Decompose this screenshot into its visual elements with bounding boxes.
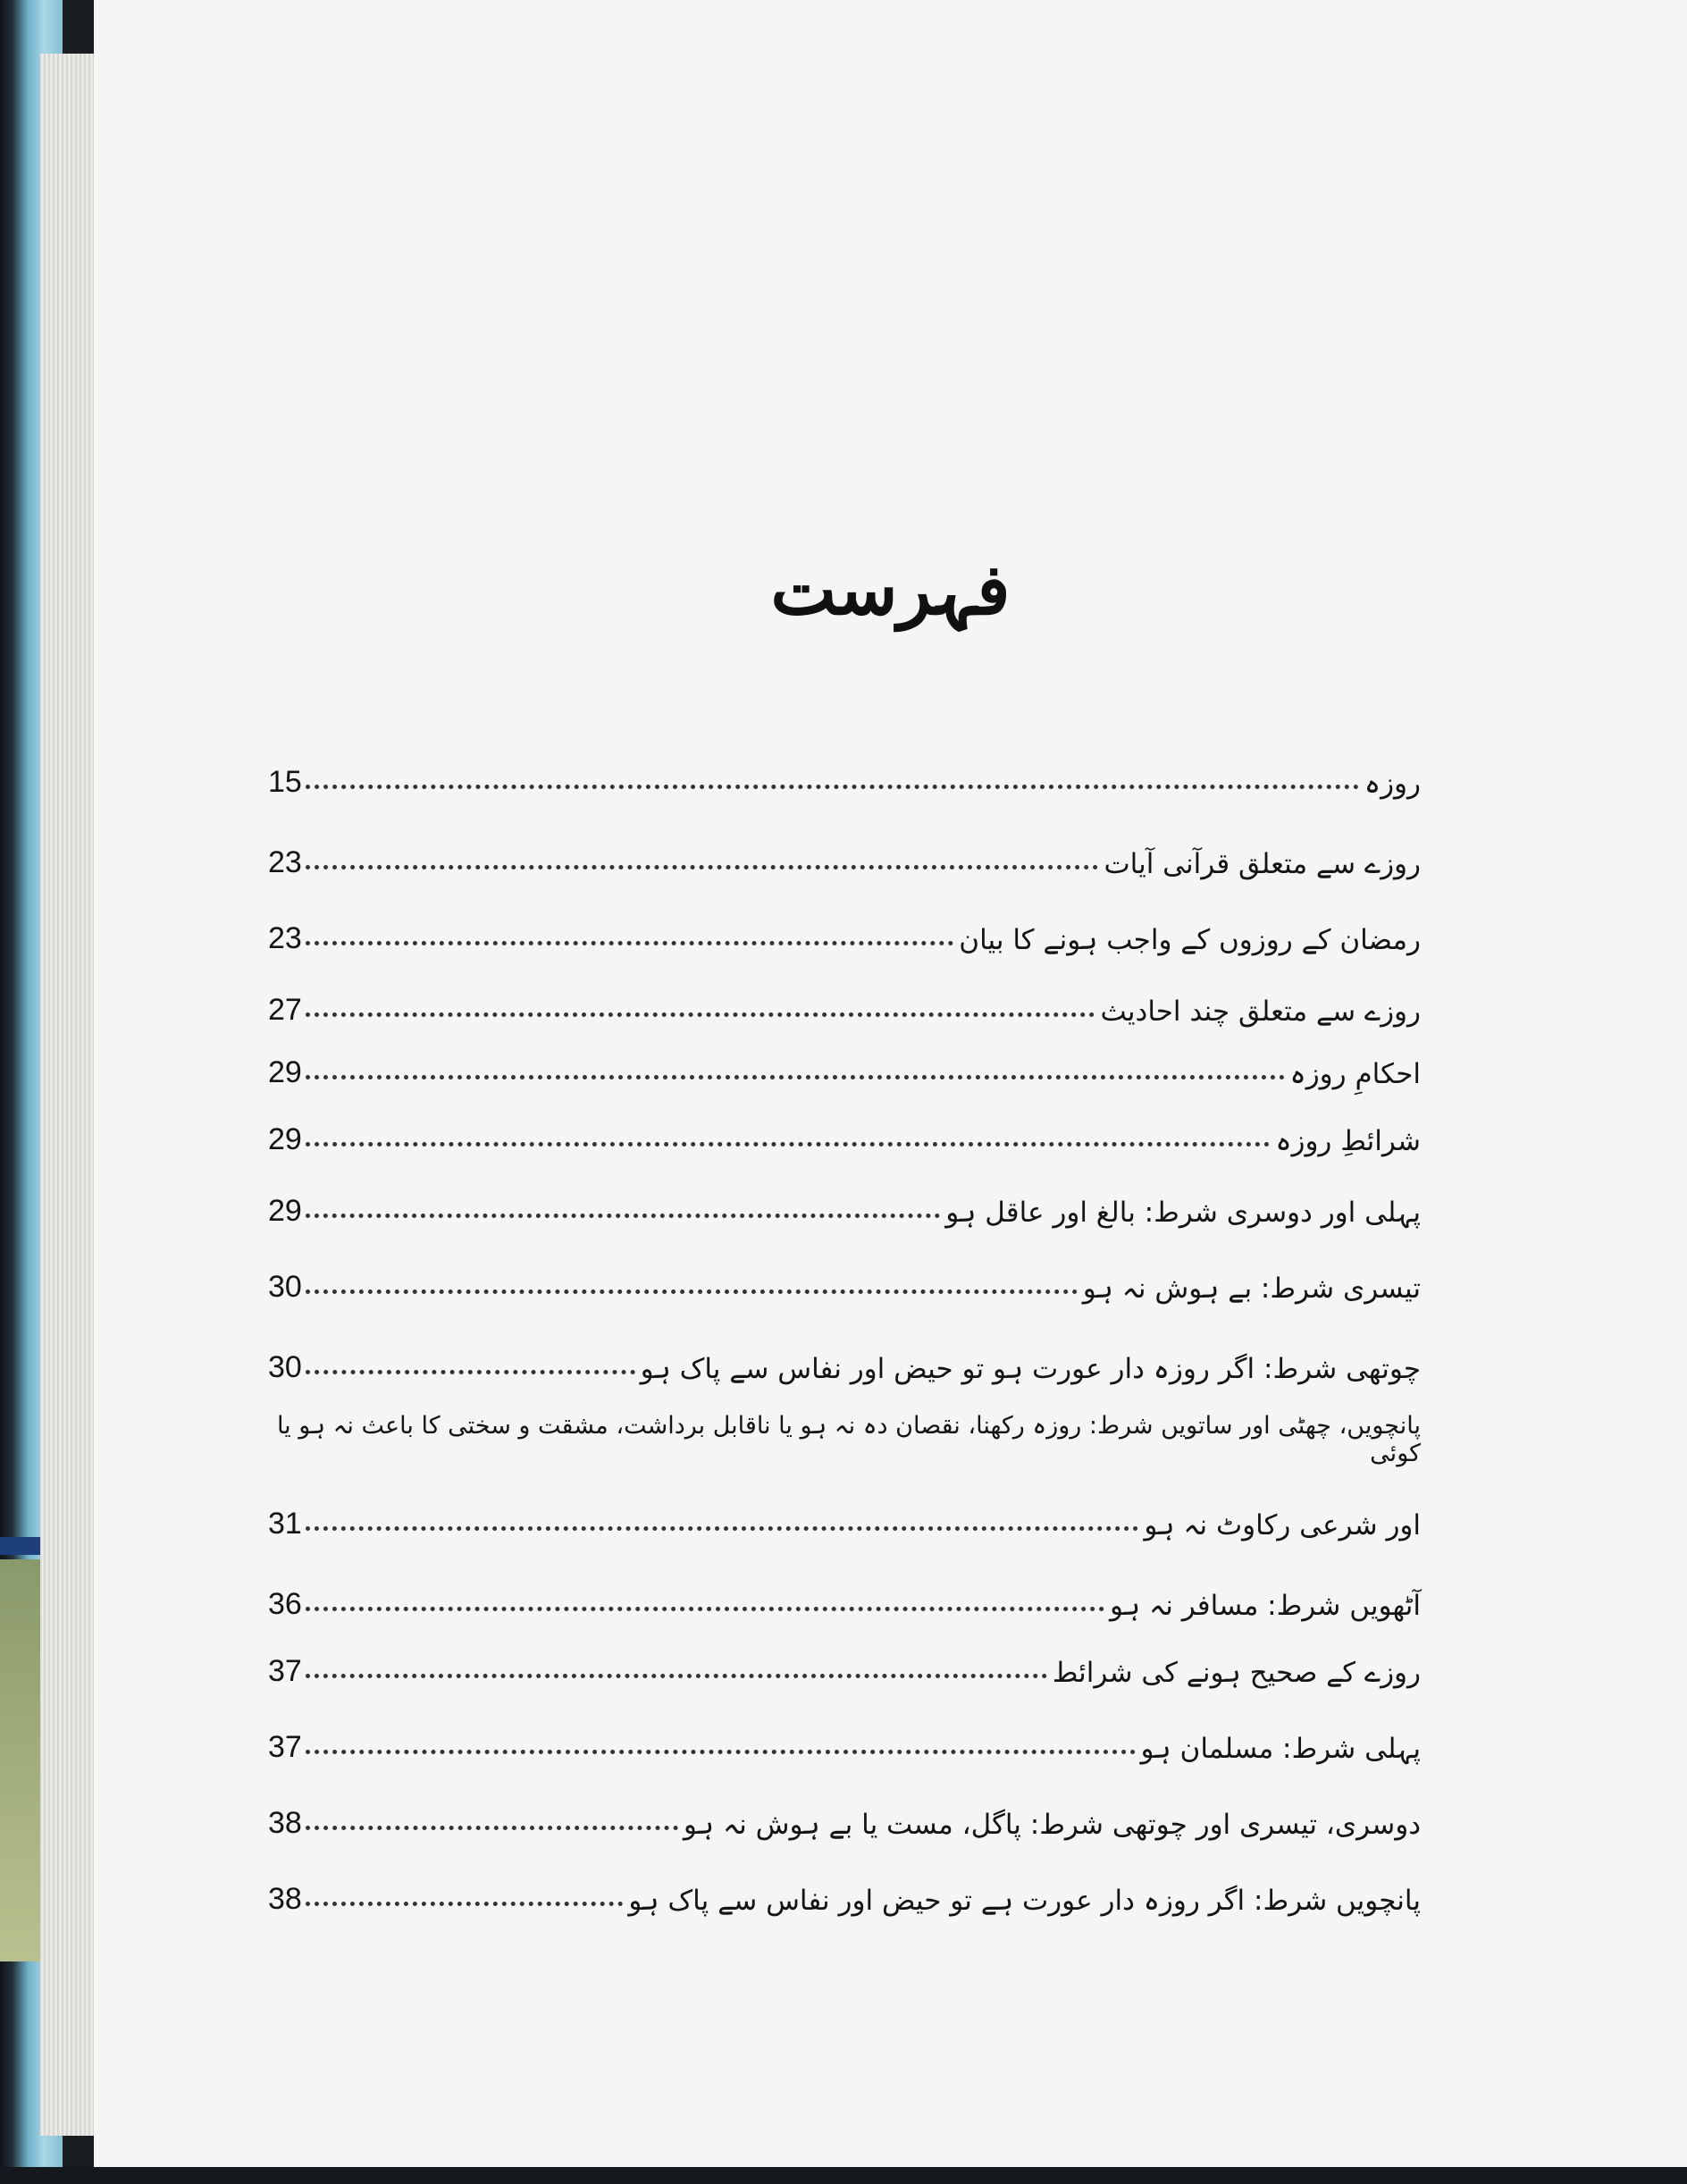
toc-entry [268, 1787, 1421, 1841]
toc-entry-title: پہلی اور دوسری شرط: بالغ اور عاقل ہو [945, 1197, 1421, 1229]
toc-entry-title: شرائطِ روزہ [1275, 1125, 1421, 1157]
dot-leader [306, 1289, 1078, 1294]
toc-entry-page-number: 30 [268, 1350, 302, 1384]
toc-entry [268, 903, 1421, 956]
toc-entry-page-number: 31 [268, 1507, 302, 1541]
toc-entry-title: پانچویں شرط: اگر روزہ دار عورت ہے تو حیض اور نفاس سے پاک ہو [628, 1885, 1421, 1917]
toc-entry [268, 1331, 1421, 1385]
toc-entry [268, 1251, 1421, 1305]
toc-entry [268, 1711, 1421, 1765]
toc-entry [268, 1104, 1421, 1157]
toc-entry [268, 1037, 1421, 1090]
toc-entry-page-number: 27 [268, 993, 302, 1027]
dot-leader [306, 1214, 940, 1218]
toc-entry-page-number: 36 [268, 1587, 302, 1621]
dot-leader [306, 1826, 678, 1830]
dot-leader [306, 1142, 1270, 1147]
toc-entry-page-number: 30 [268, 1270, 302, 1304]
toc-entry-page-number: 23 [268, 921, 302, 955]
toc-entry-title: روزے کے صحیح ہونے کی شرائط [1052, 1657, 1421, 1689]
toc-entry-title: دوسری، تیسری اور چوتھی شرط: پاگل، مست یا بے ہوش نہ ہو [683, 1809, 1421, 1841]
toc-entry [268, 1175, 1421, 1229]
toc-entry-page-number: 37 [268, 1654, 302, 1688]
toc-entry-page-number: 38 [268, 1806, 302, 1840]
dot-leader [306, 865, 1099, 869]
toc-entry [268, 1488, 1421, 1541]
toc-entry-title: آٹھویں شرط: مسافر نہ ہو [1110, 1590, 1421, 1622]
toc-entry-page-number: 23 [268, 845, 302, 879]
dot-leader [306, 1750, 1136, 1754]
toc-entry-title: پانچویں، چھٹی اور ساتویں شرط: روزہ رکھنا، نقصان دہ نہ ہو یا ناقابل برداشت، مشقت و سختی کا باعث نہ ہو یا کوئی [276, 1412, 1421, 1467]
toc-entry-title: احکامِ روزہ [1289, 1058, 1421, 1090]
toc-entry-title: رمضان کے روزوں کے واجب ہونے کا بیان [959, 924, 1421, 956]
toc-entry-title: چوتھی شرط: اگر روزہ دار عورت ہو تو حیض اور نفاس سے پاک ہو [640, 1353, 1421, 1385]
toc-entry-title: روزے سے متعلق چند احادیث [1100, 995, 1421, 1028]
dot-leader [306, 1526, 1138, 1531]
toc-entry [268, 1412, 1421, 1467]
toc-entry [268, 1635, 1421, 1689]
toc-entry-page-number: 29 [268, 1122, 302, 1156]
toc-entry-title: پہلی شرط: مسلمان ہو [1140, 1733, 1421, 1765]
toc-entry [268, 974, 1421, 1028]
dot-leader [306, 941, 953, 945]
toc-entry-title: اور شرعی رکاوٹ نہ ہو [1144, 1509, 1421, 1541]
toc-entry-page-number: 29 [268, 1055, 302, 1089]
toc-entry-title: تیسری شرط: بے ہوش نہ ہو [1082, 1273, 1421, 1305]
dot-leader [306, 1674, 1047, 1678]
toc-entry-title: روزہ [1364, 768, 1421, 800]
dot-leader [306, 1902, 624, 1906]
toc-entry-page-number: 15 [268, 765, 302, 799]
dot-leader [306, 1012, 1095, 1017]
page-edges [40, 54, 98, 2136]
toc-entry-page-number: 37 [268, 1730, 302, 1764]
background-strip [0, 2167, 1687, 2184]
toc-entry [268, 1568, 1421, 1622]
toc-entry-page-number: 29 [268, 1194, 302, 1228]
dot-leader [306, 785, 1359, 789]
toc-entry-page-number: 38 [268, 1882, 302, 1916]
toc-entry [268, 746, 1421, 800]
dot-leader [306, 1370, 635, 1374]
dot-leader [306, 1075, 1285, 1079]
toc-entry-title: روزے سے متعلق قرآنی آیات [1104, 848, 1421, 880]
toc-entry [268, 827, 1421, 880]
page-title: فہرست [770, 550, 1011, 631]
dot-leader [306, 1607, 1104, 1611]
toc-entry [268, 1863, 1421, 1917]
